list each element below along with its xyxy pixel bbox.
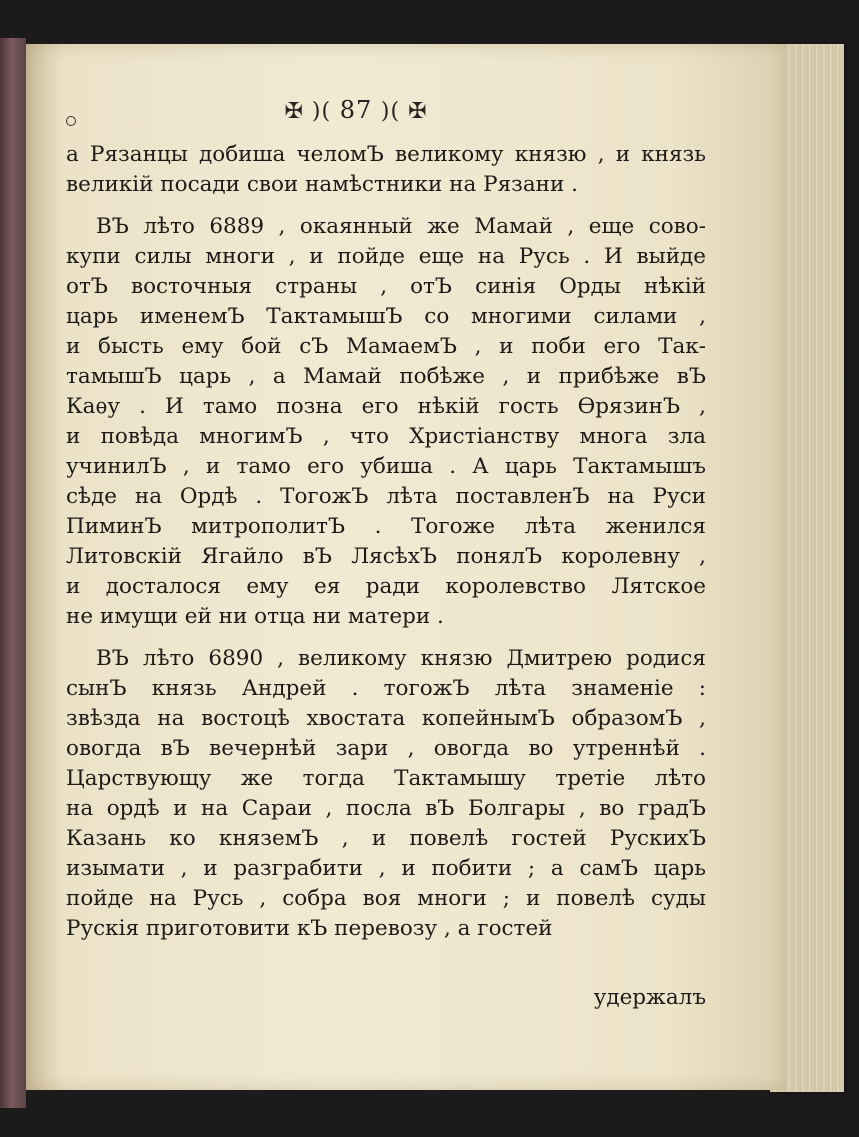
ornament-left: ✠ )( (284, 99, 332, 124)
text-line: учинилЪ , и тамо его убиша . А царь Тактамышъ (66, 454, 706, 479)
paragraph-gap (66, 200, 706, 212)
book-page (26, 44, 786, 1090)
paragraph (66, 212, 706, 632)
text-line: изымати , и разграбити , и побити ; а самЪ царь (66, 856, 706, 881)
paragraph-gap (66, 632, 706, 644)
text-line: ПиминЪ митрополитЪ . Тогоже лѣта женился (66, 514, 706, 539)
text-line: не имущи ей ни отца ни матери . (66, 604, 444, 629)
text-line: ВЪ лѣто 6889 , окаянный же Мамай , еще сово- (96, 214, 706, 239)
text-line: Каѳу . И тамо позна его нѣкій гость ѲрязинЪ , (66, 394, 706, 419)
text-line: тамышЪ царь , а Мамай побѣже , и прибѣже вЪ (66, 364, 706, 389)
text-line: Рускія приготовити кЪ перевозу , а гостей (66, 916, 553, 941)
text-line: Литовскій Ягайло вЪ ЛясѣхЪ понялЪ королевну , (66, 544, 706, 569)
text-line: пойде на Русь , собра воя многи ; и повелѣ суды (66, 886, 706, 911)
text-line: и повѣда многимЪ , что Христіанству многа зла (66, 424, 706, 449)
text-line: а Рязанцы добиша челомЪ великому князю , и князь (66, 142, 706, 167)
text-line: царь именемЪ ТактамышЪ со многими силами , (66, 304, 706, 329)
text-line: Царствующу же тогда Тактамышу третіе лѣто (66, 766, 706, 791)
text-line: великій посади свои намѣстники на Рязани . (66, 172, 579, 197)
paragraph (66, 140, 706, 200)
body-text (66, 140, 706, 1010)
text-line: ВЪ лѣто 6890 , великому князю Дмитрею родися (96, 646, 706, 671)
page-header (26, 96, 686, 124)
catchword: удержалъ (593, 985, 706, 1010)
text-line: овогда вЪ вечернѣй зари , овогда во утреннѣй . (66, 736, 706, 761)
paragraph (66, 644, 706, 944)
text-line: сынЪ князь Андрей . тогожЪ лѣта знаменіе : (66, 676, 706, 701)
page-number: 87 (339, 96, 373, 124)
text-line: отЪ восточныя страны , отЪ синія Орды нѣкій (66, 274, 706, 299)
text-line: на ордѣ и на Сараи , посла вЪ Болгары , во градЪ (66, 796, 706, 821)
text-line: звѣзда на востоцѣ хвостата копейнымЪ образомЪ , (66, 706, 706, 731)
text-line: купи силы многи , и пойде еще на Русь . И выйде (66, 244, 706, 269)
text-line: и бысть ему бой сЪ МамаемЪ , и поби его Так- (66, 334, 706, 359)
text-line: сѣде на Ордѣ . ТогожЪ лѣта поставленЪ на Руси (66, 484, 706, 509)
ornament-right: )( ✠ (380, 99, 428, 124)
text-line: Казань ко княземЪ , и повелѣ гостей РускихЪ (66, 826, 706, 851)
text-line: и досталося ему ея ради королевство Лятское (66, 574, 706, 599)
book-binding (0, 38, 26, 1108)
